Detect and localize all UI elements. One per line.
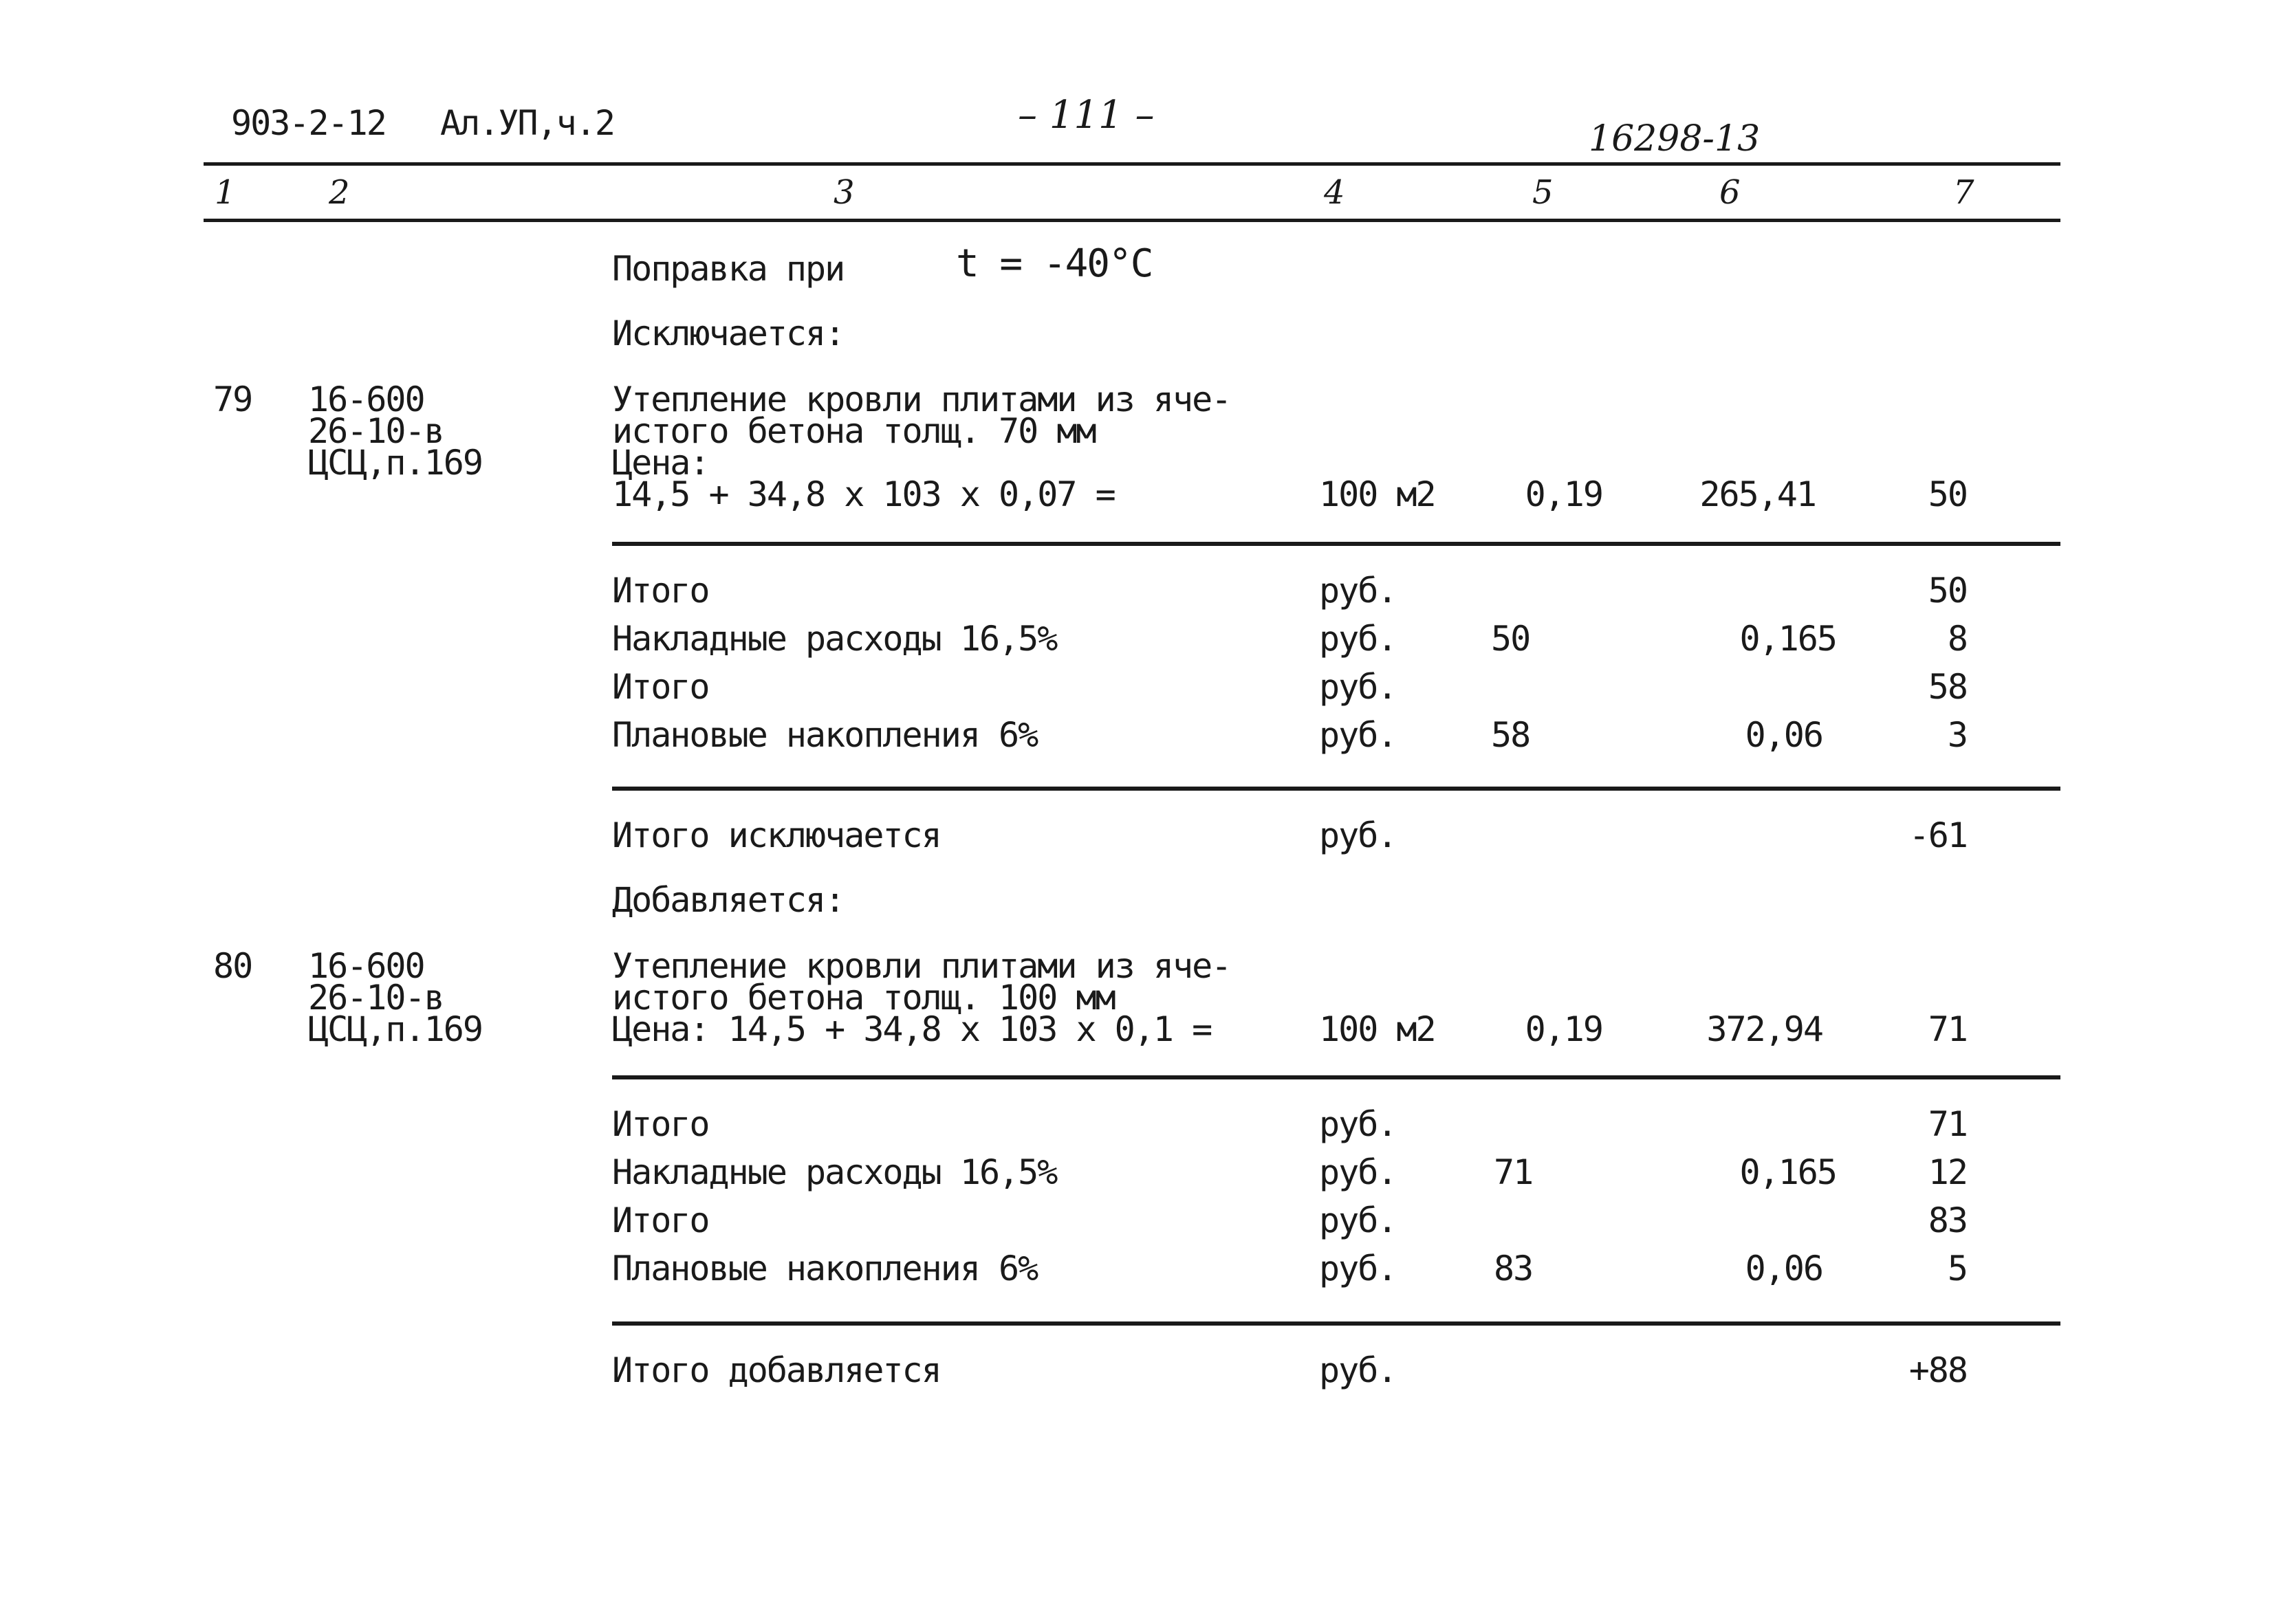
added-total-label: Итого добавляется xyxy=(612,1350,941,1390)
excluded-total-value: -61 xyxy=(1908,815,1967,855)
item-79-ref-line-1: 16-600 xyxy=(308,380,424,419)
added-overhead-rate: 0,165 xyxy=(1739,1152,1836,1192)
doc-code: 903-2-12 xyxy=(231,103,386,143)
col-7-header: 7 xyxy=(1953,173,1974,212)
excluded-subtotal2-label: Итого xyxy=(612,667,709,707)
item-79-desc-line-4: 14,5 + 34,8 х 103 х 0,07 = xyxy=(612,474,1115,514)
excluded-subtotal-label: Итого xyxy=(612,571,709,611)
added-profit-base: 83 xyxy=(1494,1249,1533,1288)
excluded-profit-value: 3 xyxy=(1947,715,1967,755)
item-79-desc-line-2: истого бетона толщ. 70 мм xyxy=(612,411,1096,451)
excluded-subtotal-value: 50 xyxy=(1928,571,1967,611)
excluded-profit-rate: 0,06 xyxy=(1745,715,1822,755)
col-3-header: 3 xyxy=(834,173,855,212)
item-80-number: 80 xyxy=(213,946,252,986)
correction-condition: t = -40°C xyxy=(956,241,1153,286)
excluded-heading: Исключается: xyxy=(612,314,845,353)
item-80-desc-line-2: истого бетона толщ. 100 мм xyxy=(612,978,1115,1018)
page-number: – 111 – xyxy=(1018,93,1155,138)
added-heading: Добавляется: xyxy=(612,880,845,920)
col-4-header: 4 xyxy=(1324,173,1345,212)
item-80-desc-line-1: Утепление кровли плитами из яче- xyxy=(612,946,1231,986)
excluded-subtotal2-value: 58 xyxy=(1928,667,1967,707)
excluded-overhead-base: 50 xyxy=(1491,619,1530,659)
top-rule xyxy=(204,162,2060,166)
excluded-overhead-value: 8 xyxy=(1947,619,1967,659)
added-total-unit: руб. xyxy=(1319,1350,1397,1390)
item-79-cost: 50 xyxy=(1928,474,1967,514)
excluded-subtotal-unit: руб. xyxy=(1319,571,1397,611)
added-subtotal-label: Итого xyxy=(612,1104,709,1144)
excluded-subtotal2-unit: руб. xyxy=(1319,667,1397,707)
col-1-header: 1 xyxy=(215,173,236,212)
item-79-ref-line-3: ЦСЦ,п.169 xyxy=(308,443,482,483)
excluded-item-rule xyxy=(612,542,2060,546)
item-80-cost: 71 xyxy=(1928,1009,1967,1049)
added-overhead-label: Накладные расходы 16,5% xyxy=(612,1152,1057,1192)
excluded-profit-base: 58 xyxy=(1491,715,1530,755)
added-overhead-value: 12 xyxy=(1928,1152,1967,1192)
excluded-profit-unit: руб. xyxy=(1319,715,1397,755)
excluded-total-unit: руб. xyxy=(1319,815,1397,855)
excluded-overhead-unit: руб. xyxy=(1319,619,1397,659)
album-ref: Ал.УП,ч.2 xyxy=(440,103,614,143)
col-6-header: 6 xyxy=(1719,173,1741,212)
added-profit-label: Плановые накопления 6% xyxy=(612,1249,1038,1288)
excluded-profit-label: Плановые накопления 6% xyxy=(612,715,1038,755)
added-profit-rate: 0,06 xyxy=(1745,1249,1822,1288)
item-80-qty: 0,19 xyxy=(1525,1009,1602,1049)
item-80-price: 372,94 xyxy=(1706,1009,1822,1049)
added-overhead-unit: руб. xyxy=(1319,1152,1397,1192)
item-79-desc-line-3: Цена: xyxy=(612,443,709,483)
added-profit-value: 5 xyxy=(1947,1249,1967,1288)
added-subtotal2-label: Итого xyxy=(612,1200,709,1240)
added-summary-rule xyxy=(612,1321,2060,1326)
item-79-desc-line-1: Утепление кровли плитами из яче- xyxy=(612,380,1231,419)
item-79-ref-line-2: 26-10-в xyxy=(308,411,444,451)
item-79-price: 265,41 xyxy=(1699,474,1816,514)
added-subtotal-value: 71 xyxy=(1928,1104,1967,1144)
col-5-header: 5 xyxy=(1532,173,1554,212)
item-80-ref-line-3: ЦСЦ,п.169 xyxy=(308,1009,482,1049)
added-item-rule xyxy=(612,1075,2060,1079)
added-subtotal-unit: руб. xyxy=(1319,1104,1397,1144)
added-subtotal2-unit: руб. xyxy=(1319,1200,1397,1240)
item-79-number: 79 xyxy=(213,380,252,419)
added-total-value: +88 xyxy=(1908,1350,1967,1390)
excluded-summary-rule xyxy=(612,787,2060,791)
excluded-overhead-rate: 0,165 xyxy=(1739,619,1836,659)
excluded-total-label: Итого исключается xyxy=(612,815,941,855)
item-80-unit: 100 м2 xyxy=(1319,1009,1435,1049)
excluded-overhead-label: Накладные расходы 16,5% xyxy=(612,619,1057,659)
doc-number: 16298-13 xyxy=(1589,118,1761,160)
col-2-header: 2 xyxy=(329,173,350,212)
header-rule xyxy=(204,219,2060,222)
added-overhead-base: 71 xyxy=(1494,1152,1533,1192)
item-79-unit: 100 м2 xyxy=(1319,474,1435,514)
item-80-ref-line-1: 16-600 xyxy=(308,946,424,986)
item-80-desc-line-3: Цена: 14,5 + 34,8 х 103 х 0,1 = xyxy=(612,1009,1212,1049)
item-80-ref-line-2: 26-10-в xyxy=(308,978,444,1018)
added-profit-unit: руб. xyxy=(1319,1249,1397,1288)
correction-label: Поправка при xyxy=(612,249,845,289)
item-79-qty: 0,19 xyxy=(1525,474,1602,514)
added-subtotal2-value: 83 xyxy=(1928,1200,1967,1240)
